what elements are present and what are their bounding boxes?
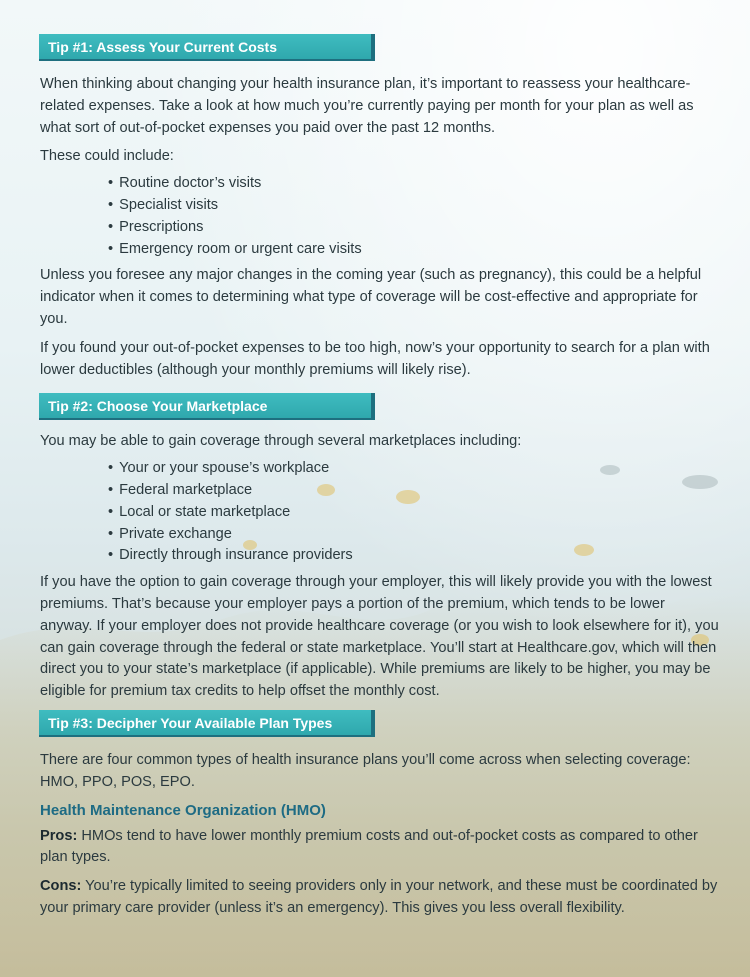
list-item: • Routine doctor’s visits: [108, 173, 720, 195]
tip-2-intro: You may be able to gain coverage through several marketplaces including:: [40, 433, 522, 450]
tip-1-heading: Tip #1: Assess Your Current Costs: [39, 34, 375, 61]
list-item: • Local or state marketplace: [108, 502, 720, 524]
list-item: • Prescriptions: [108, 217, 720, 239]
cons-label: Cons:: [40, 878, 82, 895]
list-item: • Emergency room or urgent care visits: [108, 239, 720, 261]
tip-1-list-intro: These could include:: [40, 148, 174, 165]
tip-1-paragraph-2: Unless you foresee any major changes in the coming year (such as pregnancy), this could be a helpful indicator when it comes to determining what type of coverage will be cost-effective and appropriate for you.: [40, 267, 702, 327]
cons-text: You’re typically limited to seeing providers only in your network, and these must be coordinated by your primary care provider (unless it’s an emergency). This gives you less overall flexibility.: [40, 878, 718, 916]
list-item: • Private exchange: [108, 524, 720, 546]
tip-2-paragraph-2: If you have the option to gain coverage through your employer, this will likely provide you with the lowest premiums. That’s because your employer pays a portion of the premium, which tends to be lower anyway. If your employer does not provide healthcare coverage (or you wish to look elsewhere for it), you can gain coverage through the federal or state marketplace. You’ll start at Healthcare.gov, which will then direct you to your state’s marketplace (if applicable). While premiums are likely to be higher, you may be eligible for premium tax credits to help offset the monthly cost.: [40, 574, 719, 700]
list-item: • Directly through insurance providers: [108, 545, 720, 567]
hmo-cons: [40, 876, 720, 920]
tip-1-paragraph-3: If you found your out-of-pocket expenses to be too high, now’s your opportunity to search for a plan with lower deductibles (although your monthly premiums will likely rise).: [40, 339, 710, 378]
list-item: • Federal marketplace: [108, 480, 720, 502]
tip-1-intro: When thinking about changing your health insurance plan, it’s important to reassess your healthcare-related expenses. Take a look at how much you’re currently paying per month for your plan as well as what sort of out-of-pocket expenses you paid over the past 12 months.: [40, 76, 694, 136]
tip-3-heading: Tip #3: Decipher Your Available Plan Types: [39, 710, 375, 737]
tip-1-expense-list: [40, 173, 720, 260]
tip-2-marketplace-list: [40, 458, 720, 567]
hmo-pros: [40, 826, 720, 870]
tip-3-intro: There are four common types of health insurance plans you’ll come across when selecting coverage: HMO, PPO, POS, EPO.: [40, 751, 691, 790]
pros-label: Pros:: [40, 827, 78, 844]
pros-text: HMOs tend to have lower monthly premium costs and out-of-pocket costs as compared to other plan types.: [40, 827, 698, 866]
tip-2-heading: Tip #2: Choose Your Marketplace: [39, 393, 375, 420]
list-item: • Specialist visits: [108, 195, 720, 217]
hmo-heading: Health Maintenance Organization (HMO): [40, 801, 326, 819]
list-item: • Your or your spouse’s workplace: [108, 458, 720, 480]
